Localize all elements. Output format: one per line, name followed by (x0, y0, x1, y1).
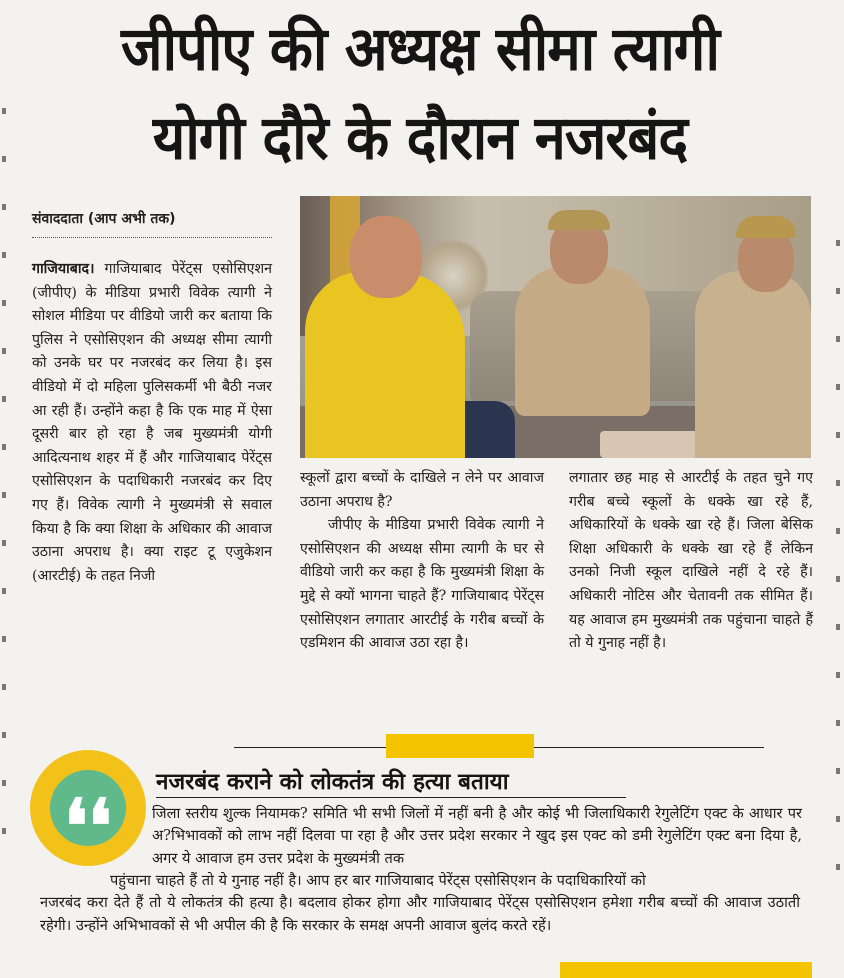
article-column-2 (300, 467, 544, 656)
dateline: गाजियाबाद। (32, 261, 95, 277)
box-text-lower-rest: नजरबंद करा देते हैं तो ये लोकतंत्र की हत्या है। बदलाव होकर होगा और गाजियाबाद पेरेंट्स एसोसिएशन हमेशा गरीब बच्चों की आवाज उठाती रहेगी। उन्होंने अभिभावकों से भी अपील की है कि सरकार के समक्ष अपनी आवाज बुलंद करते रहें। (40, 894, 800, 934)
box-text-upper: जिला स्तरीय शुल्क नियामक? समिति भी सभी जिलों में नहीं बनी है और कोई भी जिलाधिकारी रेगुलेटिंग एक्ट के आधार पर अ?भिभावकों को लाभ नहीं दिलवा पा रहा है और उत्तर प्रदेश सरकार ने खुद इस एक्ट को डमी रेगुलेटिंग एक्ट बना दिया है, अगर ये आवाज हम उत्तर प्रदेश के मुख्यमंत्री तक (152, 805, 802, 867)
headline-line-2: योगी दौरे के दौरान नजरबंद (152, 103, 688, 174)
box-text-lower (40, 870, 800, 937)
byline: संवाददाता (आप अभी तक) (32, 211, 176, 227)
news-photo (300, 196, 811, 458)
left-edge-column-fragment (0, 0, 8, 978)
byline-divider (32, 237, 272, 238)
column-1-text: गाजियाबाद पेरेंट्स एसोसिएशन (जीपीए) के मीडिया प्रभारी विवेक त्यागी ने सोशल मीडिया पर वीडियो जारी कर बताया कि पुलिस ने एसोसिएशन की अध्यक्ष सीमा त्यागी को उनके घर पर नजरबंद कर लिया है। इस वीडियो में दो महिला पुलिसकर्मी भी बैठी नजर आ रही हैं। उन्होंने कहा है कि एक माह में ऐसा दूसरी बार हो रहा है जब मुख्यमंत्री योगी आदित्यनाथ शहर में हैं और गाजियाबाद पेरेंट्स एसोसिएशन के पदाधिकारी नजरबंद कर दिए गए हैं। विवेक त्यागी ने मुख्यमंत्री से सवाल किया है कि क्या शिक्षा के अधिकार की आवाज उठाना अपराध है। क्या राइट टू एजुकेशन (आरटीई) के तहत निजी (32, 261, 272, 584)
right-edge-column-fragment (830, 0, 844, 978)
article-column-3 (569, 467, 813, 656)
box-text-lower-first-line: पहुंचाना चाहते हैं तो ये गुनाह नहीं है। आप हर बार गाजियाबाद पेरेंट्स एसोसिएशन के पदाधिकारियों को (110, 872, 646, 889)
column-3-text: लगातार छह माह से आरटीई के तहत चुने गए गरीब बच्चे स्कूलों के धक्के खा रहे हैं, अधिकारियों के धक्के खा रहे हैं। जिला बेसिक शिक्षा अधिकारी के धक्के खा रहे हैं लेकिन उनको निजी स्कूल दाखिले नहीं दे रहे हैं। अधिकारी नोटिस और चेतावनी तक सीमित हैं। यह आवाज हम मुख्यमंत्री तक पहुंचाना चाहते हैं तो ये गुनाह नहीं है। (569, 470, 813, 652)
headline (20, 6, 820, 183)
headline-line-1: जीपीए की अध्यक्ष सीमा त्यागी (121, 14, 719, 85)
quote-icon: ❛❛ (64, 784, 112, 870)
subheading: नजरबंद कराने को लोकतंत्र की हत्या बताया (156, 769, 509, 795)
article-column-1 (32, 258, 272, 588)
subheading-underline (156, 797, 626, 798)
corner-accent-bar (560, 962, 812, 978)
section-divider-accent (386, 734, 534, 758)
column-2-paragraph-1: स्कूलों द्वारा बच्चों के दाखिले न लेने पर आवाज उठाना अपराध है? (300, 470, 544, 510)
column-2-paragraph-2: जीपीए के मीडिया प्रभारी विवेक त्यागी ने एसोसिएशन की अध्यक्ष सीमा त्यागी के घर से वीडियो जारी कर कहा है कि मुख्यमंत्री शिक्षा के मुद्दे से क्यों भागना चाहते हैं? गाजियाबाद पेरेंट्स एसोसिएशन लगातार आरटीई के गरीब बच्चों के एडमिशन की आवाज उठा रहा है। (300, 517, 544, 652)
